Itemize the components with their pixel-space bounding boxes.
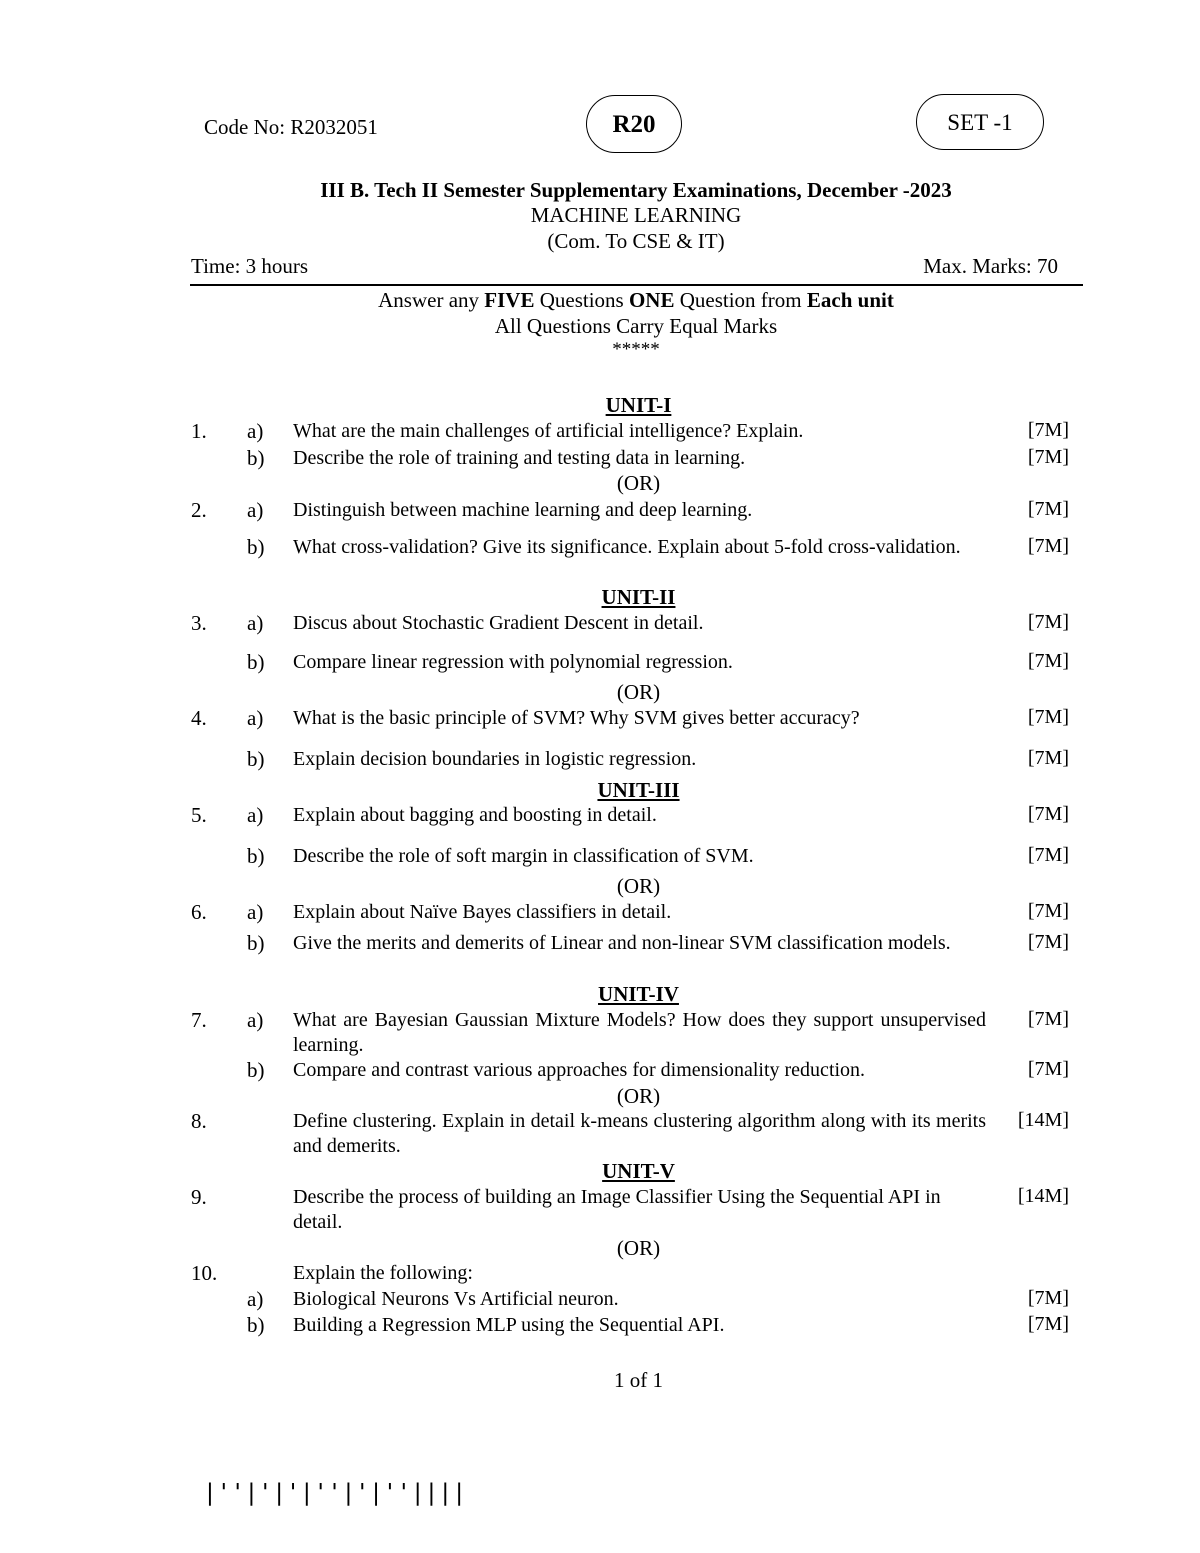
question-text: Building a Regression MLP using the Sequential API. — [293, 1314, 725, 1336]
question-marks: [7M] — [1027, 1287, 1069, 1309]
sub-question-label: b) — [247, 931, 265, 955]
or-separator: (OR) — [616, 680, 661, 704]
sub-question-label: b) — [247, 1058, 265, 1082]
question-marks: [7M] — [1027, 900, 1069, 922]
question-marks: [7M] — [1027, 747, 1069, 769]
question-number: 1. — [191, 419, 207, 443]
question-text: Biological Neurons Vs Artificial neuron. — [293, 1288, 619, 1310]
question-text: Distinguish between machine learning and deep learning. — [293, 499, 753, 521]
or-separator: (OR) — [616, 471, 661, 495]
question-text: Give the merits and demerits of Linear and non-linear SVM classification models. — [293, 932, 951, 954]
question-text: Describe the role of training and testing data in learning. — [293, 447, 746, 469]
instruction-line-2: All Questions Carry Equal Marks — [494, 314, 778, 338]
question-marks: [14M] — [1017, 1109, 1069, 1131]
sub-question-label: b) — [247, 535, 265, 559]
unit-heading: UNIT-III — [597, 778, 680, 802]
sub-question-label: b) — [247, 446, 265, 470]
or-separator: (OR) — [616, 1084, 661, 1108]
sub-question-label: b) — [247, 650, 265, 674]
question-text: Compare and contrast various approaches for dimensionality reduction. — [293, 1059, 866, 1081]
set-badge: SET -1 — [916, 94, 1044, 150]
question-marks: [7M] — [1027, 1008, 1069, 1030]
question-marks: [7M] — [1027, 419, 1069, 441]
question-number: 2. — [191, 498, 207, 522]
sub-question-label: a) — [247, 498, 264, 522]
instruction-line-1: Answer any FIVE Questions ONE Question from Each unit — [378, 288, 894, 312]
question-number: 3. — [191, 611, 207, 635]
question-number: 7. — [191, 1008, 207, 1032]
question-text: What cross-validation? Give its significance. Explain about 5-fold cross-validation. — [293, 536, 961, 558]
sub-question-label: a) — [247, 900, 264, 924]
question-marks: [7M] — [1027, 844, 1069, 866]
question-marks: [7M] — [1027, 931, 1069, 953]
question-marks: [7M] — [1027, 706, 1069, 728]
unit-heading: UNIT-II — [601, 585, 676, 609]
sub-question-label: a) — [247, 1008, 264, 1032]
question-marks: [7M] — [1027, 446, 1069, 468]
question-number: 10. — [191, 1261, 218, 1285]
question-text: Describe the process of building an Image Classifier Using the Sequential API in detail. — [293, 1186, 941, 1233]
question-marks: [7M] — [1027, 803, 1069, 825]
question-number: 9. — [191, 1185, 207, 1209]
question-number: 8. — [191, 1109, 207, 1133]
question-marks: [7M] — [1027, 1058, 1069, 1080]
sub-question-label: b) — [247, 747, 265, 771]
unit-heading: UNIT-IV — [598, 982, 679, 1006]
sub-question-label: a) — [247, 1287, 264, 1311]
regulation-badge: R20 — [586, 95, 682, 153]
question-text: Explain decision boundaries in logistic regression. — [293, 748, 697, 770]
question-text: What are Bayesian Gaussian Mixture Models? How does they support unsupervised learning. — [293, 1009, 986, 1056]
sub-question-label: a) — [247, 803, 264, 827]
question-text: Discus about Stochastic Gradient Descent in detail. — [293, 612, 704, 634]
question-text: Define clustering. Explain in detail k-means clustering algorithm along with its merits and demerits. — [293, 1110, 986, 1157]
time-allowed: Time: 3 hours — [191, 254, 309, 278]
question-text: What is the basic principle of SVM? Why SVM gives better accuracy? — [293, 707, 860, 729]
question-marks: [7M] — [1027, 535, 1069, 557]
sub-question-label: a) — [247, 419, 264, 443]
or-separator: (OR) — [616, 874, 661, 898]
question-number: 5. — [191, 803, 207, 827]
question-text: Explain about bagging and boosting in detail. — [293, 804, 657, 826]
or-separator: (OR) — [616, 1236, 661, 1260]
exam-title: III B. Tech II Semester Supplementary Examinations, December -2023 — [320, 178, 952, 202]
stars-separator: ***** — [612, 339, 660, 360]
unit-heading: UNIT-V — [602, 1159, 675, 1183]
question-number: 6. — [191, 900, 207, 924]
sub-question-label: b) — [247, 844, 265, 868]
question-marks: [7M] — [1027, 498, 1069, 520]
question-marks: [7M] — [1027, 1313, 1069, 1335]
question-marks: [14M] — [1017, 1185, 1069, 1207]
question-text: Describe the role of soft margin in classification of SVM. — [293, 845, 754, 867]
code-number: Code No: R2032051 — [204, 115, 378, 139]
sub-question-label: a) — [247, 611, 264, 635]
question-text: Explain the following: — [293, 1262, 473, 1284]
question-text: Explain about Naïve Bayes classifiers in detail. — [293, 901, 672, 923]
max-marks: Max. Marks: 70 — [923, 254, 1058, 278]
page-number: 1 of 1 — [614, 1368, 663, 1392]
header-divider — [190, 284, 1083, 286]
unit-heading: UNIT-I — [605, 393, 672, 417]
question-text: Compare linear regression with polynomial regression. — [293, 651, 733, 673]
barcode-mark: |''|'|'|''|'|''|||| — [203, 1480, 467, 1506]
question-marks: [7M] — [1027, 611, 1069, 633]
branches-line: (Com. To CSE & IT) — [547, 229, 725, 253]
question-text: What are the main challenges of artificial intelligence? Explain. — [293, 420, 804, 442]
sub-question-label: b) — [247, 1313, 265, 1337]
sub-question-label: a) — [247, 706, 264, 730]
question-marks: [7M] — [1027, 650, 1069, 672]
subject-title: MACHINE LEARNING — [530, 203, 742, 227]
question-number: 4. — [191, 706, 207, 730]
